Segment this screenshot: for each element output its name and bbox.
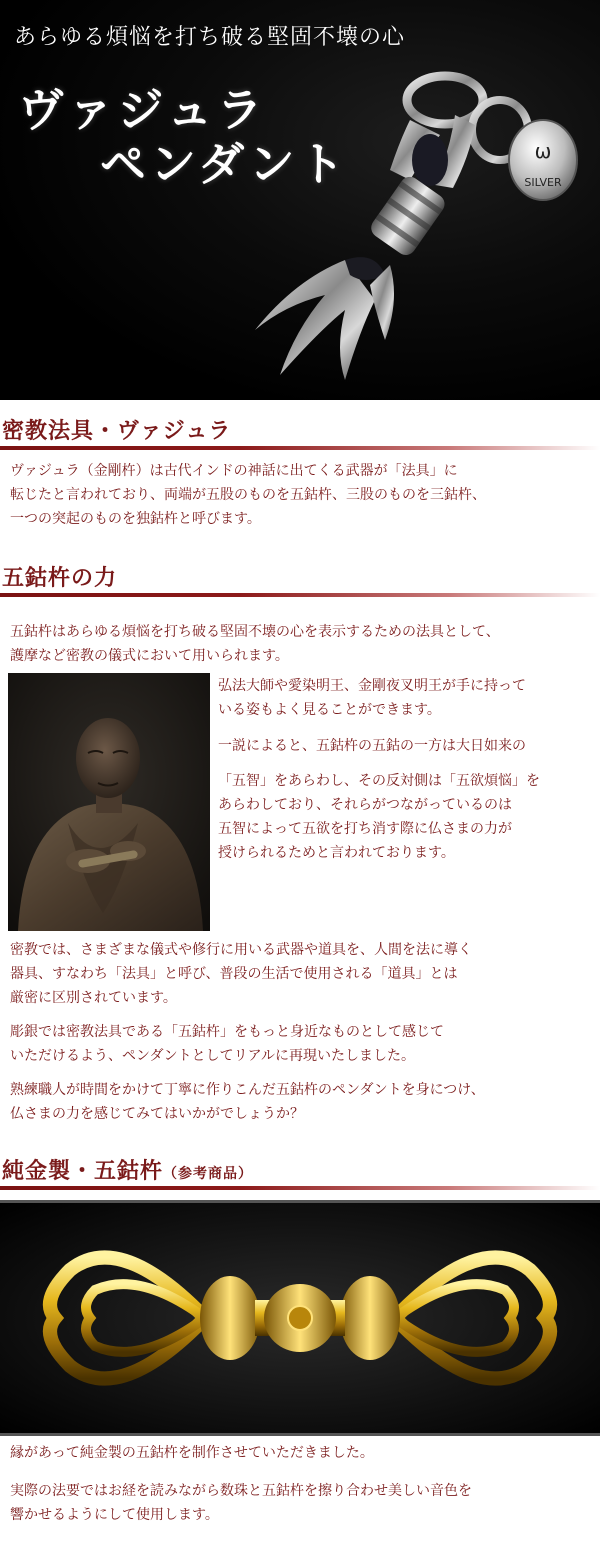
hero-banner	[0, 0, 600, 400]
paragraph-craftsman	[10, 1078, 485, 1126]
paragraph-gold-made	[10, 1441, 374, 1465]
paragraph-pendant-recreation	[10, 1020, 444, 1068]
section-heading-main: 純金製・五鈷杵	[2, 1158, 164, 1184]
svg-text:ω: ω	[534, 139, 552, 163]
paragraph-ritual-tools	[10, 938, 472, 1010]
text-line: 五智によって五欲を打ち消す際に仏さまの力が	[218, 821, 512, 837]
section-heading-text: 密教法具・ヴァジュラ	[2, 418, 232, 444]
paragraph-side-1	[218, 674, 526, 722]
text-line: 仏さまの力を感じてみてはいかがでしょうか？	[10, 1106, 304, 1122]
paragraph-power-intro	[10, 620, 500, 668]
text-line: 五鈷杵はあらゆる煩悩を打ち破る堅固不壊の心を表示するための法具として、	[10, 624, 500, 640]
hero-title-line1: ヴァジュラ	[18, 83, 267, 137]
hero-title-line2: ペンダント	[100, 137, 349, 191]
section-heading-sub: （参考商品）	[163, 1166, 254, 1182]
section-heading-gold	[0, 1150, 600, 1190]
gold-vajra-image	[0, 1200, 600, 1436]
text-line: ヴァジュラ（金剛杵）は古代インドの神話に出てくる武器が「法具」に	[10, 463, 458, 479]
text-line: いる姿もよく見ることができます。	[218, 702, 441, 718]
section-heading-text	[2, 1154, 253, 1185]
text-line: 「五智」をあらわし、その反対側は「五欲煩悩」を	[218, 773, 540, 789]
text-line: 護摩など密教の儀式において用いられます。	[10, 648, 289, 664]
paragraph-side-2	[218, 734, 526, 758]
heading-rule	[0, 446, 600, 450]
paragraph-gold-usage	[10, 1479, 472, 1527]
hero-tagline: あらゆる煩悩を打ち破る堅固不壊の心	[14, 25, 406, 50]
silver-tag-text: SILVER	[524, 176, 562, 189]
text-line: 一つの突起のものを独鈷杵と呼びます。	[10, 511, 261, 527]
silver-tag	[509, 120, 577, 200]
text-line: 器具、すなわち「法具」と呼び、普段の生活で使用される「道具」とは	[10, 966, 458, 982]
text-line: 厳密に区別されています。	[10, 990, 177, 1006]
text-line: 彫銀では密教法具である「五鈷杵」をもっと身近なものとして感じて	[10, 1024, 444, 1040]
text-line: 縁があって純金製の五鈷杵を制作させていただきました。	[10, 1445, 374, 1461]
text-line: 響かせるようにして使用します。	[10, 1507, 219, 1523]
section-heading-power	[0, 557, 600, 597]
section-heading-vajra	[0, 410, 600, 450]
kobo-daishi-statue-image	[8, 673, 210, 931]
paragraph-vajra-intro	[10, 459, 486, 531]
vajra-pendant-image	[225, 60, 585, 390]
text-line: 弘法大師や愛染明王、金剛夜叉明王が手に持って	[218, 678, 526, 694]
heading-rule	[0, 593, 600, 597]
text-line: 密教では、さまざまな儀式や修行に用いる武器や道具を、人間を法に導く	[10, 942, 472, 958]
text-line: 熟練職人が時間をかけて丁寧に作りこんだ五鈷杵のペンダントを身につけ、	[10, 1082, 485, 1098]
text-line: 授けられるためと言われております。	[218, 845, 455, 861]
heading-rule	[0, 1186, 600, 1190]
paragraph-side-3	[218, 769, 540, 865]
section-heading-text: 五鈷杵の力	[2, 565, 118, 591]
text-line: いただけるよう、ペンダントとしてリアルに再現いたしました。	[10, 1048, 416, 1064]
text-line: 実際の法要ではお経を読みながら数珠と五鈷杵を擦り合わせ美しい音色を	[10, 1483, 472, 1499]
text-line: 転じたと言われており、両端が五股のものを五鈷杵、三股のものを三鈷杵、	[10, 487, 486, 503]
text-line: あらわしており、それらがつながっているのは	[218, 797, 512, 813]
text-line: 一説によると、五鈷杵の五鈷の一方は大日如来の	[218, 738, 526, 754]
